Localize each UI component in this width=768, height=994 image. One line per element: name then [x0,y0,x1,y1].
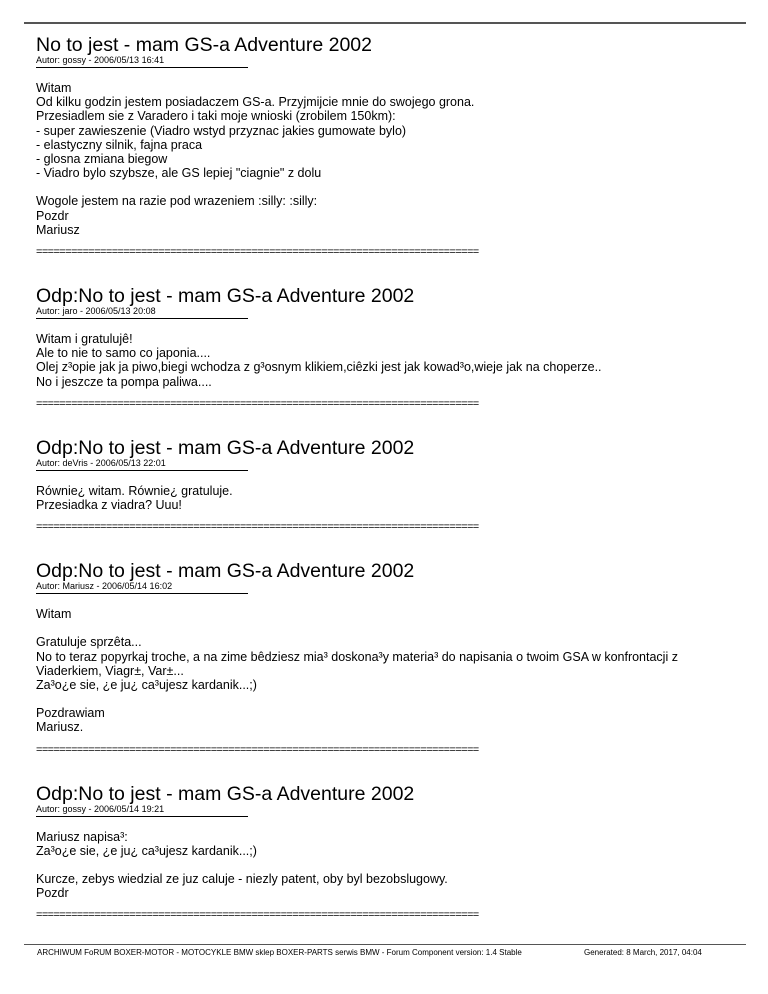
post-title: No to jest - mam GS-a Adventure 2002 [36,34,372,56]
post-body [36,332,736,389]
post-line: Witam [36,81,72,95]
post-paragraph [36,484,736,512]
post-separator: ============================================================================ [36,521,479,534]
post-list [36,35,736,921]
post-separator: ============================================================================ [36,909,479,922]
post-line: - super zawieszenie (Viadro wstyd przyznac jakies gumowate bylo) [36,123,407,138]
post-line: Kurcze, zebys wiedzial ze juz caluje - niezly patent, oby byl bezobslugowy. [36,872,448,887]
post-line: Mariusz [36,222,80,237]
post-line: Pozdr [36,208,69,223]
post-line: Pozdrawiam [36,706,105,721]
post-line: No i jeszcze ta pompa paliwa.... [36,374,212,389]
post-paragraph [36,607,736,621]
post-title: Odp:No to jest - mam GS-a Adventure 2002 [36,436,415,459]
post-line: Olej z³opie jak ja piwo,biegi wchodza z g³osnym klikiem,ciêzki jest jak kowad³o,wieje jak na choperze.. [36,360,602,375]
forum-post [36,438,736,533]
post-divider [36,470,248,471]
post-author-date: Autor: deVris - 2006/05/13 22:01 [36,457,166,468]
post-line: Ale to nie to samo co japonia.... [36,346,211,361]
post-divider [36,816,248,817]
post-line: Witam [36,607,72,622]
post-paragraph [36,635,736,692]
post-paragraph [36,830,736,858]
post-author-date: Autor: gossy - 2006/05/14 19:21 [36,803,165,814]
header-rule [24,22,746,24]
footer-rule [24,944,746,945]
post-body [36,484,736,512]
post-line: - glosna zmiana biegow [36,152,168,167]
post-author-date: Autor: gossy - 2006/05/13 16:41 [36,55,165,65]
post-line: Za³o¿e sie, ¿e ju¿ ca³ujesz kardanik...;) [36,678,257,693]
post-line: No to teraz popyrkaj troche, a na zime bêdziesz mia³ doskona³y materia³ do napisania o twoim GSA w konfrontacji z Viaderkiem, Viagr±, Var±... [36,649,678,678]
post-line: Mariusz. [36,720,84,735]
post-line: Pozdr [36,886,69,901]
post-divider [36,318,248,319]
post-divider [36,67,248,68]
post-separator: ============================================================================ [36,397,479,410]
post-paragraph [36,81,736,180]
forum-post [36,784,736,922]
post-line: Za³o¿e sie, ¿e ju¿ ca³ujesz kardanik...;) [36,843,257,858]
post-line: Gratuluje sprzêta... [36,635,142,650]
post-separator: ============================================================================ [36,743,479,756]
post-paragraph [36,872,736,900]
post-line: Witam i gratulujê! [36,332,133,347]
post-separator: ============================================================================ [36,246,479,259]
forum-post [36,286,736,410]
footer-source: ARCHIWUM FoRUM BOXER-MOTOR - MOTOCYKLE BMW sklep BOXER-PARTS serwis BMW - Forum Component version: 1.4 Stable [37,948,522,957]
post-title: Odp:No to jest - mam GS-a Adventure 2002 [36,560,415,583]
post-author-date: Autor: Mariusz - 2006/05/14 16:02 [36,581,173,592]
post-line: Od kilku godzin jestem posiadaczem GS-a. Przyjmijcie mnie do swojego grona. [36,95,475,110]
post-line: - Viadro bylo szybsze, ale GS lepiej "ciagnie" z dolu [36,166,322,181]
forum-post [36,35,736,258]
post-line: Przesiadlem sie z Varadero i taki moje wnioski (zrobilem 150km): [36,109,396,124]
forum-post [36,561,736,755]
post-paragraph [36,706,736,734]
post-body [36,830,736,901]
post-divider [36,593,248,594]
footer-generated: Generated: 8 March, 2017, 04:04 [584,948,702,957]
post-body [36,81,736,237]
post-line: Wogole jestem na razie pod wrazeniem :silly: :silly: [36,194,318,209]
post-author-date: Autor: jaro - 2006/05/13 20:08 [36,306,156,317]
post-line: Równie¿ witam. Równie¿ gratuluje. [36,483,233,498]
post-title: Odp:No to jest - mam GS-a Adventure 2002 [36,782,415,805]
post-body [36,607,736,734]
post-paragraph [36,332,736,389]
post-paragraph [36,194,736,237]
post-line: - elastyczny silnik, fajna praca [36,137,203,152]
post-line: Przesiadka z viadra? Uuu! [36,498,182,513]
post-line: Mariusz napisa³: [36,829,128,844]
post-title: Odp:No to jest - mam GS-a Adventure 2002 [36,285,415,308]
